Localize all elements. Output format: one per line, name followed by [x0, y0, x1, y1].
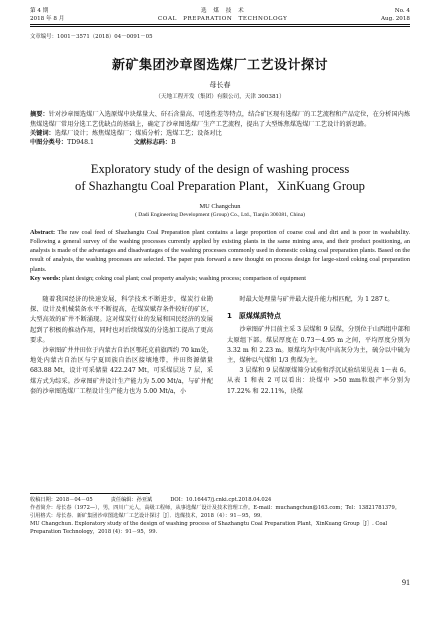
- keywords-en-text: plant design; coking coal plant; coal property analysis; washing process; comparison of equipment: [61, 274, 306, 282]
- doc-code-value: B: [171, 138, 176, 146]
- abstract-cn-text: 针对沙章图选煤厂入选原煤中块煤量大、矸石含量高、可选性差等特点，结合矿区现有选煤厂的工艺流程和产品定位，在分析国内炼焦煤选煤厂常用分选工艺优缺点的基础上，确定了沙章图选煤厂生产工艺流程，提出了大型炼焦煤选煤厂工艺设计的新思路。: [30, 111, 411, 128]
- header-no: No. 4: [394, 8, 410, 14]
- body-paragraph: 时最大处理量与矿井最大提升能力相匹配，为 1 287 t。: [239, 296, 394, 304]
- header-double-rule: [30, 24, 410, 27]
- abstract-en-text: The raw coal feed of Shazhangtu Coal Preparation plant contains a large proportion of coarse coal and dirt and is poor in washability. Following a general survey of the washing processes currently applied by existing plants in the same mining area, and their product positioning, an analysis is made of the advantages and disadvantages of the washing processes commonly used in domestic coking coal preparation plants. Based on the result of analysis, the washing processes are selected. The paper puts forward a new thought on process design for large-sized coking coal preparation plants.: [30, 228, 410, 273]
- footnote-received: 收稿日期：2018－04－05: [30, 497, 93, 503]
- abstract-en-label: Abstract:: [30, 228, 56, 236]
- footnote: [30, 496, 410, 536]
- article-title-cn: 新矿集团沙章图选煤厂工艺设计探讨: [111, 58, 328, 74]
- footnote-author-bio: 作者简介：母长春（1972—），男，四川广元人，高级工程师，从事选煤厂设计及技术管理工作。E-mail：muchangchun@163.com；Tel：13821781379。: [30, 505, 400, 511]
- abstract-cn: [30, 110, 410, 128]
- clc-code: [30, 138, 94, 147]
- header-journal-cn: 选 煤 技 术: [200, 8, 245, 14]
- body-right-column: [227, 295, 410, 397]
- keywords-en: [30, 274, 410, 283]
- body-paragraph: 沙章图矿井井田位于内蒙古自治区鄂托克前旗西约 70 km处，地处内蒙古自治区与宁夏回族自治区接壤地带，井田资源储量 683.88 Mt，设计可采储量 422.247 Mt，可采煤层达 7 层，采煤方式为综采。沙章图矿井设计生产能力为 5.00 Mt/a，与矿井配套的沙章图选煤厂工程设计生产能力也为 5.00 Mt/a，小: [30, 347, 213, 395]
- keywords-cn-label: 关键词：: [30, 129, 55, 137]
- footnote-editor: 责任编辑：孙亚斌: [110, 497, 153, 503]
- abstract-en: [30, 228, 410, 274]
- keywords-en-label: Key words:: [30, 274, 61, 282]
- body-columns: [30, 295, 410, 397]
- footnote-cite-cn: 引用格式：母长春．新矿集团沙章图选煤厂工艺设计探讨［J］．选煤技术，2018（4）：91－95，99．: [30, 513, 266, 519]
- article-number: 文章编号：1001－3571（2018）04－0091－05: [30, 34, 153, 41]
- keywords-cn-text: 选煤厂设计；炼焦煤选煤厂；煤质分析；选煤工艺；设备对比: [54, 129, 222, 137]
- header-issue: [30, 8, 64, 23]
- body-paragraph: 随着我国经济的快速发展，科学技术不断进步，煤炭行业勘探、设计及机械装备水平不断提高，在煤炭赋存条件较好的矿区，大型高效的矿井不断涌现。这对煤炭行业的发展和国民经济的发展起到了积极的推动作用，同时也对后续煤炭的分选加工提出了更高要求。: [30, 296, 213, 344]
- body-left-column: [30, 295, 213, 397]
- keywords-cn: [30, 129, 410, 138]
- classification-row: [30, 138, 410, 147]
- footnote-cite-en: MU Changchun. Exploratory study of the design of washing process of Shazhangtu Coal Preparation Plant，XinKuang Group［J］. Coal Preparation Technology，2018 (4)：91－95，99.: [30, 521, 388, 535]
- affiliation-en: ( Dadi Engineering Development (Group) Co., Ltd., Tianjin 300381, China): [135, 211, 305, 218]
- body-paragraph: 沙章图矿井目前主采 3 层煤和 9 层煤，分别位于山西组中部和太原组下部。煤层厚度在 0.73～4.95 m 之间，平均厚度分别为 3.32 m 和 2.23 m。原煤均为中灰/中高灰分为主，硫分以中硫为主，煤种以气煤和 1/3 焦煤为主。: [227, 326, 410, 365]
- doc-code: [134, 138, 176, 147]
- author-cn: 母长春: [209, 81, 231, 90]
- footnote-line-1: [30, 496, 410, 504]
- clc-label: 中图分类号：: [30, 138, 68, 146]
- title-en-line2: of Shazhangtu Coal Preparation Plant，XinKuang Group: [75, 178, 365, 193]
- abstract-cn-label: 摘要：: [30, 111, 49, 119]
- section-heading: 1 原煤煤质特点: [227, 312, 281, 321]
- footnote-doi: DOI：10.16447/j.cnki.cpt.2018.04.024: [170, 497, 272, 503]
- header-month: Aug. 2018: [380, 15, 410, 22]
- header-issue-date: 2018 年 8 月: [30, 15, 65, 22]
- title-en-line1: Exploratory study of the design of washing process: [90, 161, 350, 176]
- header-issue-number: 第 4 期: [30, 8, 49, 14]
- footnote-rule: [30, 493, 150, 494]
- clc-value: TD948.1: [67, 138, 94, 146]
- author-en: MU Changchun: [199, 202, 241, 210]
- affiliation-cn: （天地工程开发（集团）有限公司，天津 300381）: [155, 94, 285, 101]
- article-title-en: [30, 161, 410, 195]
- page-number: 91: [402, 578, 410, 587]
- running-header: [30, 8, 410, 23]
- header-journal: [158, 8, 288, 23]
- header-issue-en: [381, 8, 410, 23]
- body-paragraph: 3 层煤和 9 层煤原煤筛分试验和浮沉试验结果见表 1～表 6。从表 1 和表 2 可以看出：块煤中 >50 mm粒级产率分别为 17.22% 和 22.11%，块煤: [227, 367, 410, 395]
- header-journal-en: COAL PREPARATION TECHNOLOGY: [157, 15, 288, 22]
- doc-code-label: 文献标志码：: [133, 138, 172, 146]
